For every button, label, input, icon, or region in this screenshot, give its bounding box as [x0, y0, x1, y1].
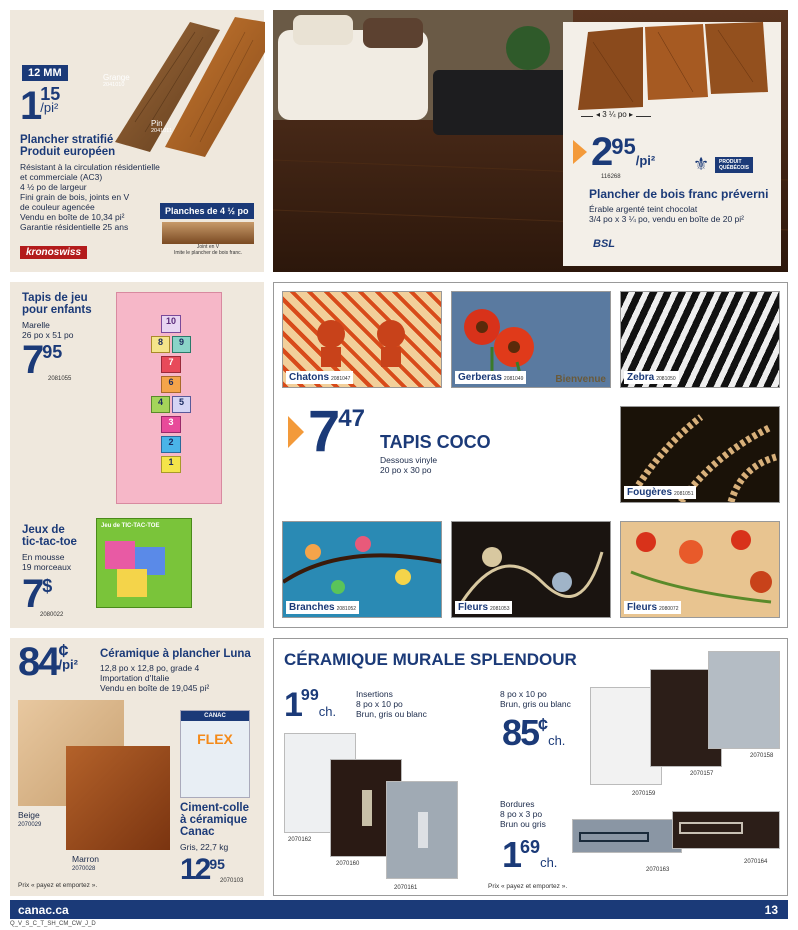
wall-ceramic-panel — [273, 638, 788, 896]
laminate-title: Plancher stratifié Produit européen — [20, 134, 116, 158]
hardwood-title: Plancher de bois franc préverni — [589, 187, 769, 201]
cement-price: 1295 — [180, 853, 225, 886]
border-tile-code: 2070163 — [646, 867, 670, 873]
wall-tile-grey — [386, 781, 458, 879]
wall-tile-code: 2070157 — [690, 771, 714, 777]
site-link[interactable]: canac.ca — [18, 903, 69, 917]
rug-gerberas: Bienvenue Gerberas 2081049 — [451, 291, 611, 388]
cement-desc: Gris, 22,7 kg — [180, 842, 229, 852]
rug-branches — [282, 521, 442, 618]
wall-ceramic-footnote: Prix « payez et emportez ». — [488, 883, 568, 890]
price-arrow-icon — [573, 140, 587, 164]
ceramic-floor-price: 84 ¢ /pi² — [18, 640, 78, 684]
hopscotch-sku: 2081055 — [48, 376, 72, 382]
wall-tile-code: 2070159 — [632, 791, 656, 797]
cement-sku: 2070103 — [220, 878, 244, 884]
tile-beige-label: Beige 2070029 — [18, 810, 42, 828]
rug-fleurs-1 — [451, 521, 611, 618]
tile-marron-image — [66, 746, 170, 850]
hardwood-sku: 116268 — [601, 174, 621, 180]
rug-fleurs-2 — [620, 521, 780, 618]
coco-desc: Dessous vinyle 20 po x 30 po — [380, 455, 438, 475]
coco-mats-panel — [273, 282, 788, 628]
hopscotch-desc: Marelle 26 po x 51 po — [22, 320, 74, 340]
rug-label: Fleurs 2081053 — [455, 601, 512, 614]
rug-label: Fleurs 2080072 — [624, 601, 681, 614]
border-tile-code: 2070164 — [744, 859, 768, 865]
insert-desc: Insertions 8 po x 10 po Brun, gris ou blanc — [356, 689, 427, 719]
wall-tile-code: 2070160 — [336, 861, 360, 867]
hardwood-sample-image — [573, 22, 781, 112]
tictactoe-title: Jeux de tic-tac-toe — [22, 524, 77, 548]
wall-tile-price: 85¢ch. — [502, 712, 566, 753]
kids-panel — [10, 282, 264, 628]
rug-chatons — [282, 291, 442, 388]
tictactoe-sku: 2080022 — [40, 612, 64, 618]
rug-label: Branches 2081052 — [286, 601, 359, 614]
hardwood-desc: Érable argenté teint chocolat 3/4 po x 3 ¼ po, vendu en boîte de 20 pi² — [589, 204, 745, 224]
cement-bag-image: CANAC FLEX — [180, 710, 250, 798]
coco-price-arrow-icon — [288, 416, 304, 448]
hardwood-photo — [273, 10, 788, 272]
ceramic-floor-title: Céramique à plancher Luna — [100, 648, 251, 660]
tictactoe-box-image: Jeu de TIC-TAC-TOE — [96, 518, 192, 608]
rug-label: Zebra 2081050 — [624, 371, 679, 384]
page-number: 13 — [764, 903, 778, 917]
joint-image — [162, 222, 254, 244]
color1-label: Grange 2041010 — [103, 73, 130, 88]
rug-fougeres — [620, 406, 780, 503]
tictactoe-desc: En mousse 19 morceaux — [22, 552, 72, 572]
planks-badge: Planches de 4 ½ po — [160, 203, 254, 219]
wall-tile-code: 2070161 — [394, 885, 418, 891]
rug-label: Chatons 2081047 — [286, 371, 353, 384]
laminate-price: 1 15 /pi² — [20, 84, 61, 128]
hardwood-price: 295/pi² — [591, 130, 656, 174]
insert-price: 199ch. — [284, 686, 337, 724]
ceramic-floor-desc: 12,8 po x 12,8 po, grade 4 Importation d'Italie Vendu en boîte de 19,045 pi² — [100, 663, 210, 693]
wall-ceramic-heading: CÉRAMIQUE MURALE SPLENDOUR — [284, 650, 577, 669]
wall-tile-code: 2070158 — [750, 753, 774, 759]
coco-price: 747 — [308, 399, 365, 464]
tictactoe-price: 7$ — [22, 572, 53, 616]
wall-tile-code: 2070162 — [288, 837, 312, 843]
hopscotch-mat-image: 10 8 9 7 6 4 5 3 2 1 — [116, 292, 222, 504]
border-price: 169ch. — [502, 834, 558, 875]
rug-label: Gerberas 2081049 — [455, 371, 526, 384]
color2-label: Pin 2041011 — [151, 119, 173, 134]
kronoswiss-logo: kronoswiss — [20, 246, 87, 259]
wall-tile-grey-large — [708, 651, 780, 749]
cement-title: Ciment-colle à céramique Canac — [180, 802, 250, 838]
wall-tile-desc: 8 po x 10 po Brun, gris ou blanc — [500, 689, 571, 709]
border-tile-brown — [672, 811, 780, 849]
dimension-label: ◂ 3 ¼ po ▸ — [593, 110, 636, 119]
coco-title: TAPIS COCO — [380, 432, 491, 452]
laminate-panel — [10, 10, 264, 272]
ceramic-floor-footnote: Prix « payez et emportez ». — [18, 882, 98, 889]
thickness-badge: 12 MM — [22, 65, 68, 81]
rug-zebra — [620, 291, 780, 388]
joint-note: Joint en V Imite le plancher de bois franc. — [173, 244, 243, 256]
laminate-desc: Résistant à la circulation résidentielle et commerciale (AC3) 4 ½ po de largeur Fini grain de bois, joints en V de couleur agencée Vendu en boîte de 10,34 pi² Garantie résidentielle 25 ans — [20, 162, 160, 232]
tile-marron-label: Marron 2070028 — [72, 854, 99, 872]
border-desc: Bordures 8 po x 3 po Brun ou gris — [500, 799, 546, 829]
footer-code: Q_V_S_C_T_SH_CM_CW_J_D — [10, 921, 96, 927]
fleur-de-lis-icon: ⚜ — [693, 154, 710, 174]
ceramic-floor-panel — [10, 638, 264, 896]
quebec-badge: ⚜ PRODUIT QUÉBÉCOIS — [693, 154, 775, 176]
hopscotch-price: 795 — [22, 338, 63, 382]
footer-bar — [10, 900, 788, 919]
hardwood-info-box — [563, 22, 781, 266]
bsl-logo: BSL — [593, 238, 615, 250]
border-tile-grey — [572, 819, 682, 853]
rug-label: Fougères 2081051 — [624, 486, 696, 499]
hopscotch-title: Tapis de jeu pour enfants — [22, 292, 92, 316]
